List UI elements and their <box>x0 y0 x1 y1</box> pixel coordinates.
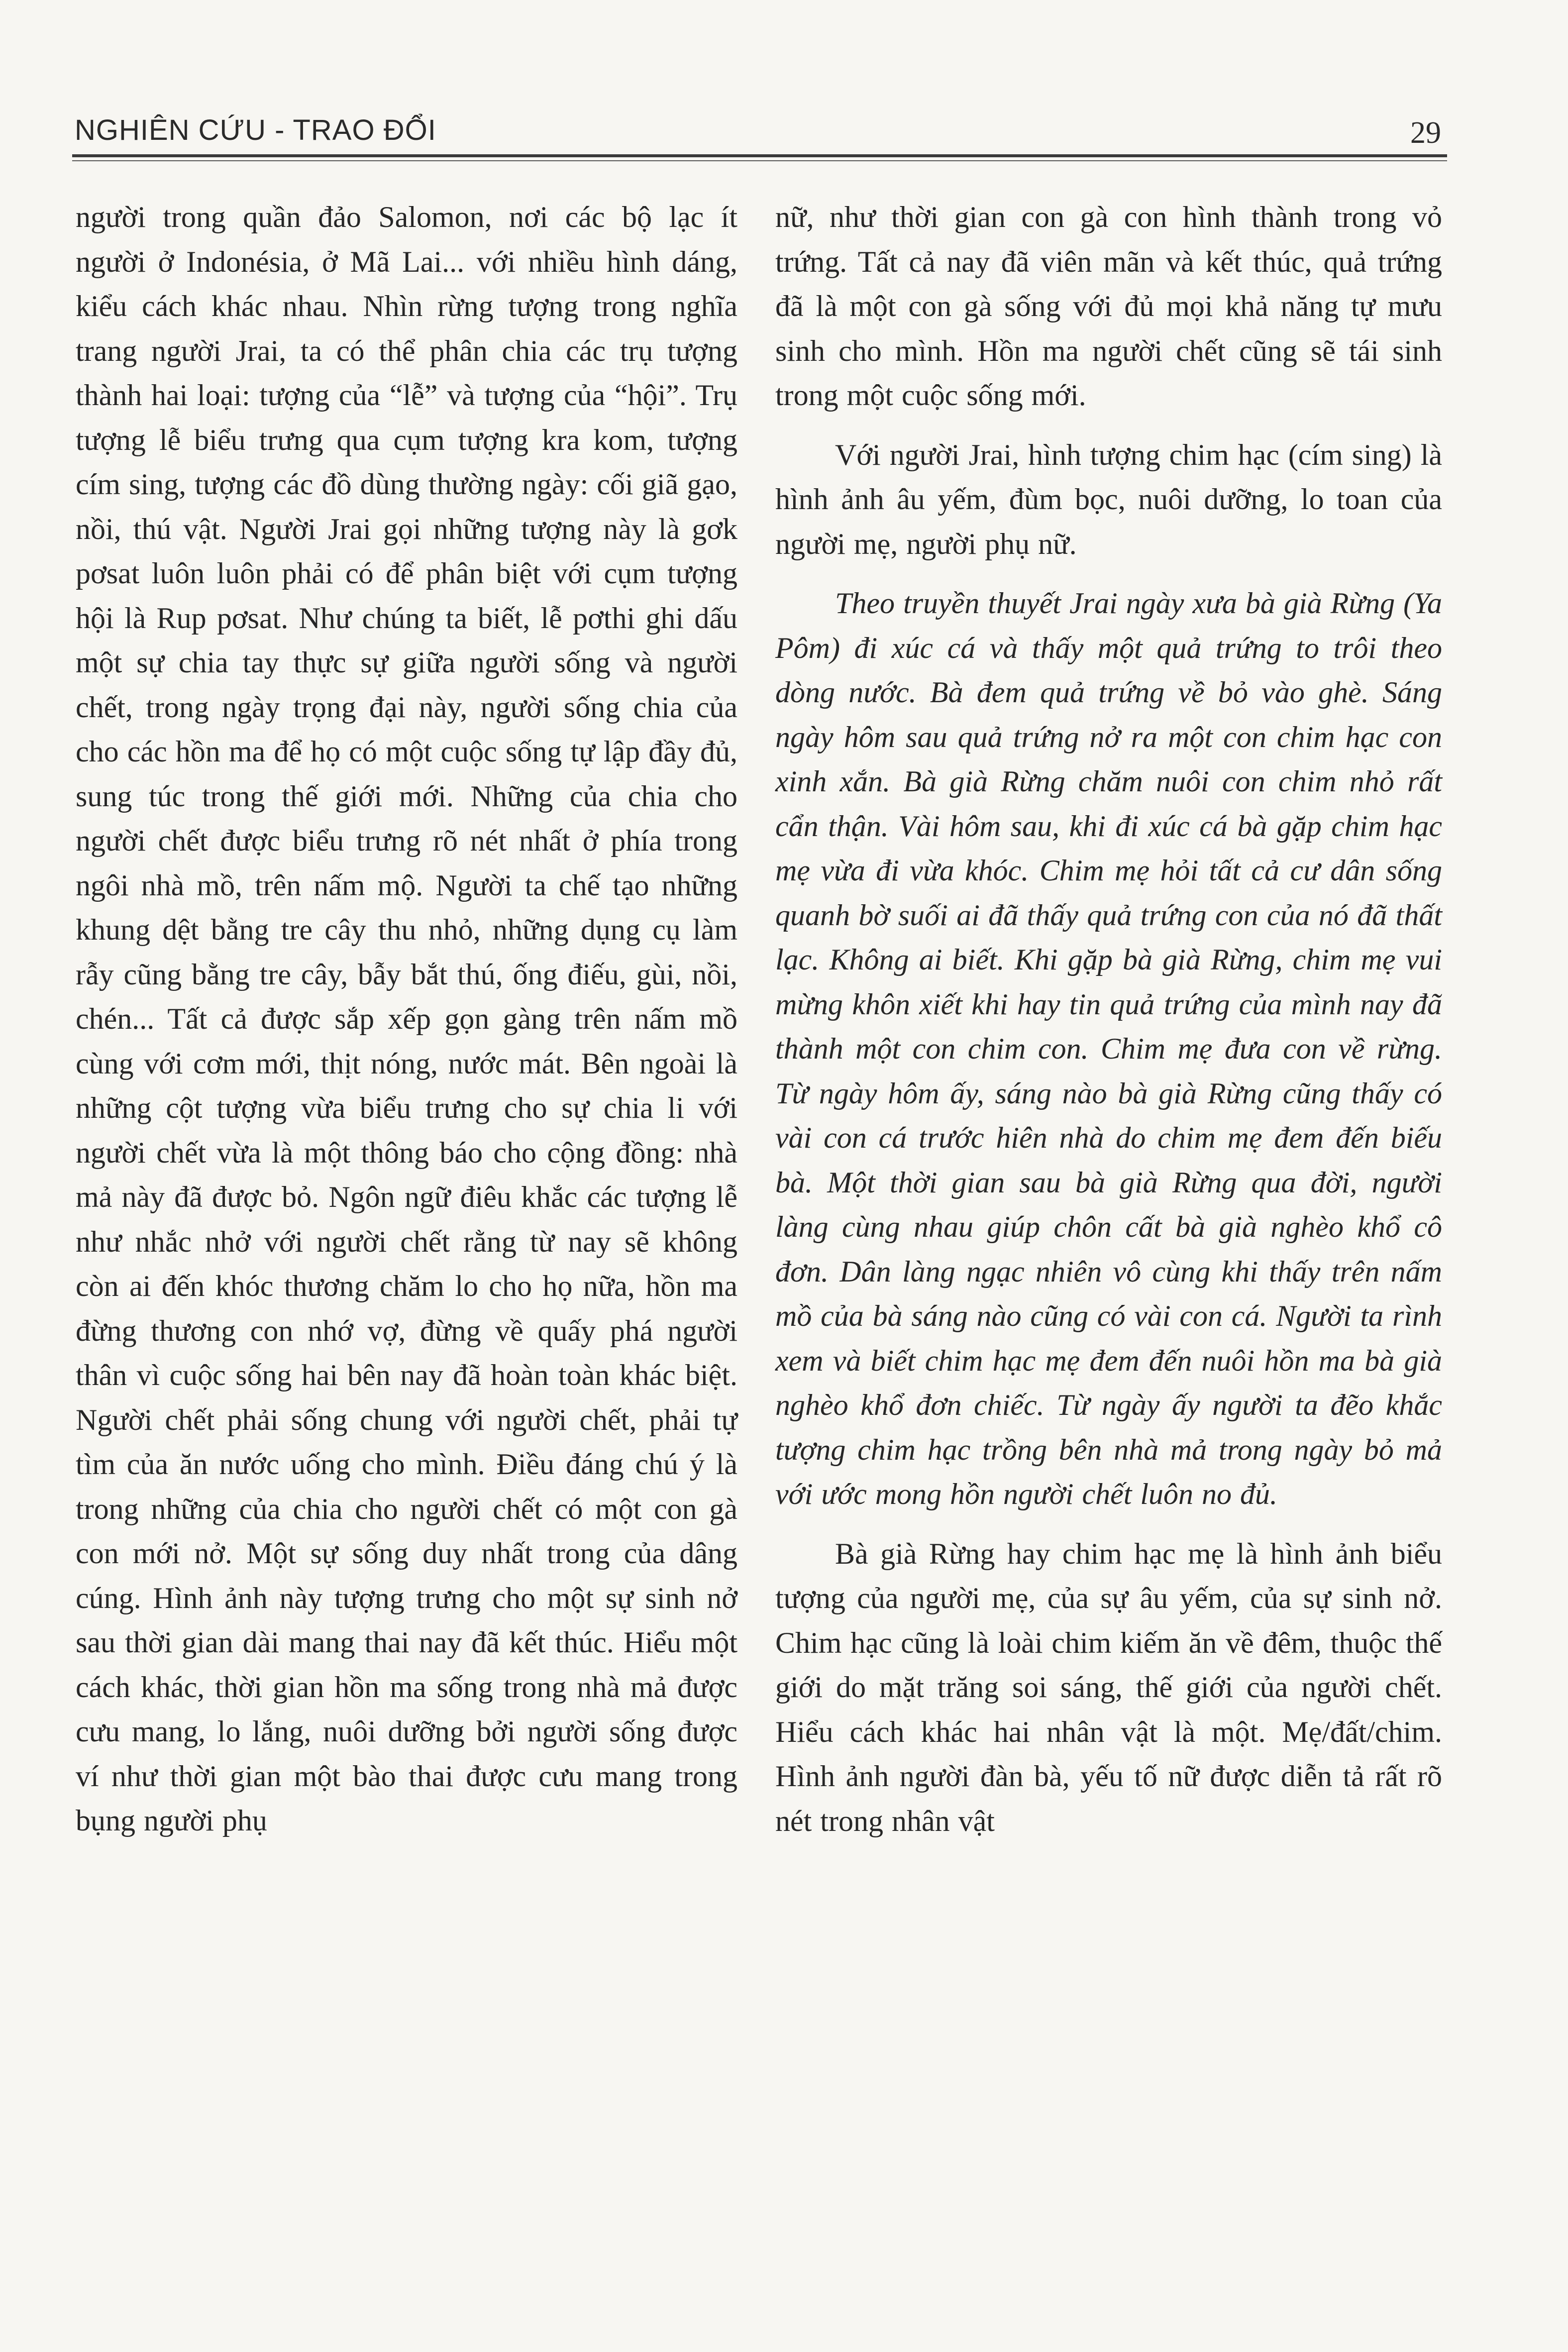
body-paragraph: người trong quần đảo Salomon, nơi các bộ lạc ít người ở Indonésia, ở Mã Lai... với nhiều hình dáng, kiểu cách khác nhau. Nhìn rừng tượng trong nghĩa trang người Jrai, ta có thể phân chia các trụ tượng thành hai loại: tượng của “lễ” và tượng của “hội”. Trụ tượng lễ biểu trưng qua cụm tượng kra kom, tượng cím sing, tượng các đồ dùng thường ngày: cối giã gạo, nồi, thú vật. Người Jrai gọi những tượng này là gơk pơsat luôn luôn phải có để phân biệt với cụm tượng hội là Rup pơsat. Như chúng ta biết, lễ pơthi ghi dấu một sự chia tay thực sự giữa người sống và người chết, trong ngày trọng đại này, người sống chia của cho các hồn ma để họ có một cuộc sống tự lập đầy đủ, sung túc trong thế giới mới. Những của chia cho người chết được biểu trưng rõ nét nhất ở phía trong ngôi nhà mồ, trên nấm mộ. Người ta chế tạo những khung dệt bằng tre cây thu nhỏ, những dụng cụ làm rẫy cũng bằng tre cây, bẫy bắt thú, ống điếu, gùi, nồi, chén... Tất cả được sắp xếp gọn gàng trên nấm mồ cùng với cơm mới, thịt nóng, nước mát. Bên ngoài là những cột tượng vừa biểu trưng cho sự chia li với người chết vừa là một thông báo cho cộng đồng: nhà mả này đã được bỏ. Ngôn ngữ điêu khắc các tượng lễ như nhắc nhở với người chết rằng từ nay sẽ không còn ai đến khóc thương chăm lo cho họ nữa, hồn ma đừng thương con nhớ vợ, đừng về quấy phá người thân vì cuộc sống hai bên nay đã hoàn toàn khác biệt. Người chết phải sống chung với người chết, phải tự tìm của ăn nước uống cho mình. Điều đáng chú ý là trong những của chia cho người chết có một con gà con mới nở. Một sự sống duy nhất trong của dâng cúng. Hình ảnh này tượng trưng cho một sự sinh nở sau thời gian dài mang thai nay đã kết thúc. Hiểu một cách khác, thời gian hồn ma sống trong nhà mả được cưu mang, lo lắng, nuôi dưỡng bởi người sống được ví như thời gian một bào thai được cưu mang trong bụng người phụ <box>76 201 737 1837</box>
header-rule-thick <box>72 154 1447 157</box>
page-number: 29 <box>1410 116 1441 150</box>
right-column <box>775 195 1442 1843</box>
body-paragraph: Bà già Rừng hay chim hạc mẹ là hình ảnh biểu tượng của người mẹ, của sự âu yếm, của sự sinh nở. Chim hạc cũng là loài chim kiếm ăn về đêm, thuộc thế giới do mặt trăng soi sáng, thế giới của người chết. Hiểu cách khác hai nhân vật là một. Mẹ/đất/chim. Hình ảnh người đàn bà, yếu tố nữ được diễn tả rất rõ nét trong nhân vật <box>775 1537 1442 1837</box>
body-paragraph: nữ, như thời gian con gà con hình thành trong vỏ trứng. Tất cả nay đã viên mãn và kết thúc, quả trứng đã là một con gà sống với đủ mọi khả năng tự mưu sinh cho mình. Hồn ma người chết cũng sẽ tái sinh trong một cuộc sống mới. <box>775 201 1442 412</box>
header-rule-thin <box>72 160 1447 161</box>
left-column <box>76 195 737 1843</box>
section-title: NGHIÊN CỨU - TRAO ĐỔI <box>75 114 436 146</box>
body-paragraph: Với người Jrai, hình tượng chim hạc (cím sing) là hình ảnh âu yếm, đùm bọc, nuôi dưỡng, lo toan của người mẹ, người phụ nữ. <box>775 438 1442 560</box>
legend-paragraph: Theo truyền thuyết Jrai ngày xưa bà già Rừng (Ya Pôm) đi xúc cá và thấy một quả trứng to trôi theo dòng nước. Bà đem quả trứng về bỏ vào ghè. Sáng ngày hôm sau quả trứng nở ra một con chim hạc con xinh xắn. Bà già Rừng chăm nuôi con chim nhỏ rất cẩn thận. Vài hôm sau, khi đi xúc cá bà gặp chim hạc mẹ vừa đi vừa khóc. Chim mẹ hỏi tất cả cư dân sống quanh bờ suối ai đã thấy quả trứng con của nó đã thất lạc. Không ai biết. Khi gặp bà già Rừng, chim mẹ vui mừng khôn xiết khi hay tin quả trứng của mình nay đã thành một con chim con. Chim mẹ đưa con về rừng. Từ ngày hôm ấy, sáng nào bà già Rừng cũng thấy có vài con cá trước hiên nhà do chim mẹ đem đến biếu bà. Một thời gian sau bà già Rừng qua đời, người làng cùng nhau giúp chôn cất bà già nghèo khổ cô đơn. Dân làng ngạc nhiên vô cùng khi thấy trên nấm mồ của bà sáng nào cũng có vài con cá. Người ta rình xem và biết chim hạc mẹ đem đến nuôi hồn ma bà già nghèo khổ đơn chiếc. Từ ngày ấy người ta đẽo khắc tượng chim hạc trồng bên nhà mả trong ngày bỏ mả với ước mong hồn người chết luôn no đủ. <box>775 587 1442 1510</box>
